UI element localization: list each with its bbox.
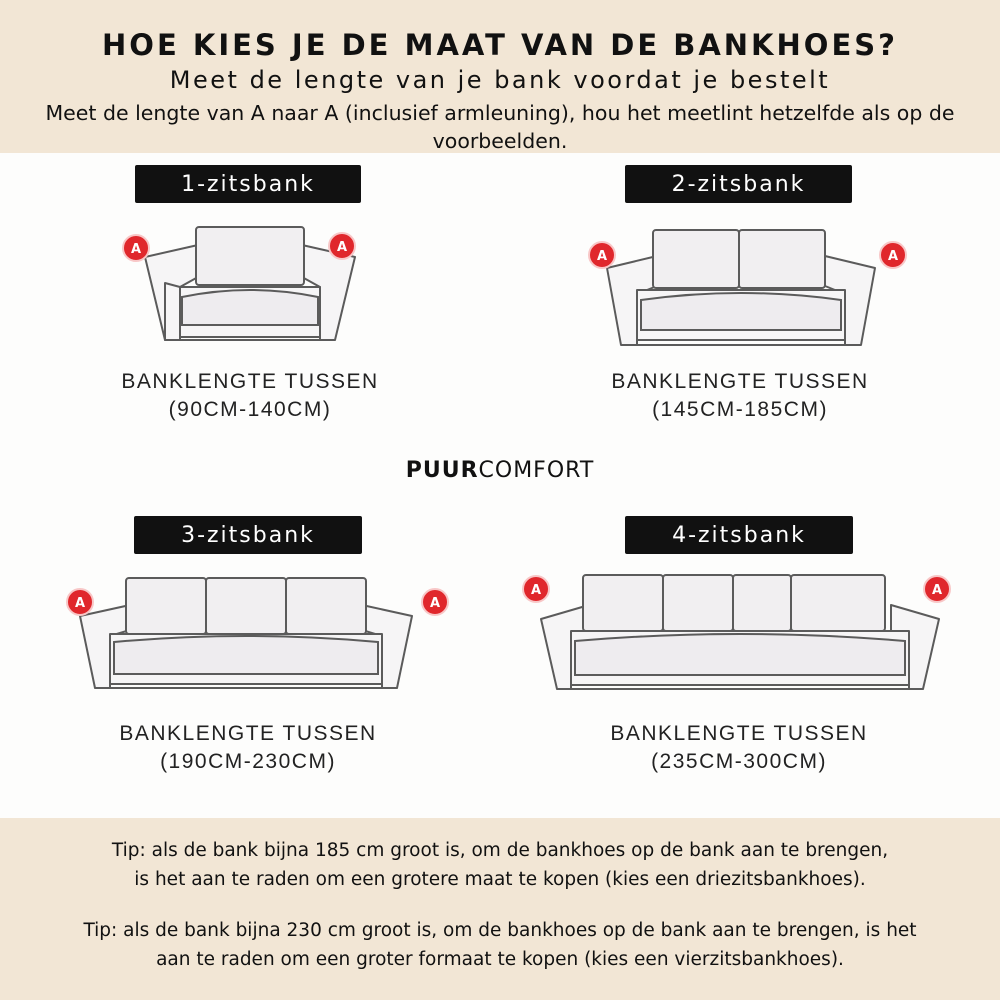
- sofa2-back-cushion-1: [653, 230, 739, 288]
- svg-text:A: A: [336, 240, 348, 255]
- tip-1-line-1: Tip: als de bank bijna 185 cm groot is, om de bankhoes op de bank aan te brengen,: [111, 840, 889, 861]
- page-title: HOE KIES JE DE MAAT VAN DE BANKHOES?: [102, 28, 898, 62]
- svg-text:A: A: [887, 249, 899, 264]
- sofa3-seat: [114, 636, 378, 674]
- svg-text:A: A: [931, 583, 943, 598]
- svg-text:A: A: [596, 249, 608, 264]
- sofa1-seat: [182, 290, 318, 325]
- range-3-label: BANKLENGTE TUSSEN: [119, 722, 377, 745]
- marker-a-left: [589, 242, 615, 268]
- range-2-seater: [600, 368, 880, 424]
- sofa4-back-cushion-2: [663, 575, 733, 631]
- range-2-value: (145CM-185CM): [652, 398, 828, 421]
- sofa4-back-cushion-4: [791, 575, 885, 631]
- sofa-1-seater-drawing: [120, 215, 380, 355]
- brand-bold: PUUR: [405, 458, 479, 483]
- marker-a-right: [422, 589, 448, 615]
- label-3-seater: 3-zitsbank: [134, 516, 362, 554]
- label-2-seater: 2-zitsbank: [625, 165, 852, 203]
- range-1-seater: [110, 368, 390, 424]
- tip-2-line-2: aan te raden om een groter formaat te kopen (kies een vierzitsbankhoes).: [156, 949, 844, 970]
- sofa4-back-cushion-3: [733, 575, 791, 631]
- marker-a-right: [924, 576, 950, 602]
- svg-text:A: A: [429, 596, 441, 611]
- svg-text:A: A: [130, 242, 142, 257]
- sofa-2-seater-drawing: [585, 220, 915, 355]
- sofa1-back-cushion: [196, 227, 304, 285]
- brand-logo: [0, 458, 1000, 483]
- range-4-value: (235CM-300CM): [651, 750, 827, 773]
- svg-text:A: A: [74, 596, 86, 611]
- sofa4-back-cushion-1: [583, 575, 663, 631]
- svg-text:A: A: [530, 583, 542, 598]
- marker-a-right: [880, 242, 906, 268]
- range-3-value: (190CM-230CM): [160, 750, 336, 773]
- sofa2-back-cushion-2: [739, 230, 825, 288]
- sofa-4-seater-drawing: [515, 565, 965, 700]
- range-1-value: (90CM-140CM): [168, 398, 332, 421]
- marker-a-left: [67, 589, 93, 615]
- marker-a-left: [123, 235, 149, 261]
- sofa3-back-cushion-3: [286, 578, 366, 634]
- sofa3-back-cushion-2: [206, 578, 286, 634]
- range-3-seater: [108, 720, 388, 776]
- marker-a-left: [523, 576, 549, 602]
- tip-2: [0, 916, 1000, 974]
- marker-a-right: [329, 233, 355, 259]
- measure-instruction: [0, 99, 1000, 155]
- label-1-seater: 1-zitsbank: [135, 165, 361, 203]
- sofa3-back-cushion-1: [126, 578, 206, 634]
- range-4-seater: [598, 720, 880, 776]
- range-4-label: BANKLENGTE TUSSEN: [610, 722, 868, 745]
- range-1-label: BANKLENGTE TUSSEN: [121, 370, 379, 393]
- brand-regular: COMFORT: [478, 458, 595, 483]
- sofa4-seat: [575, 634, 905, 675]
- tip-2-line-1: Tip: als de bank bijna 230 cm groot is, om de bankhoes op de bank aan te brengen, is het: [83, 920, 917, 941]
- sofa2-seat: [641, 293, 841, 330]
- page-subtitle: Meet de lengte van je bank voordat je bestelt: [169, 66, 831, 94]
- label-4-seater: 4-zitsbank: [625, 516, 853, 554]
- range-2-label: BANKLENGTE TUSSEN: [611, 370, 869, 393]
- tip-1: [0, 836, 1000, 894]
- sofa-3-seater-drawing: [60, 570, 460, 695]
- tip-1-line-2: is het aan te raden om een grotere maat te kopen (kies een driezitsbankhoes).: [134, 869, 866, 890]
- measure-instruction-text: Meet de lengte van A naar A (inclusief armleuning), hou het meetlint hetzelfde als op de voorbeelden.: [45, 101, 955, 153]
